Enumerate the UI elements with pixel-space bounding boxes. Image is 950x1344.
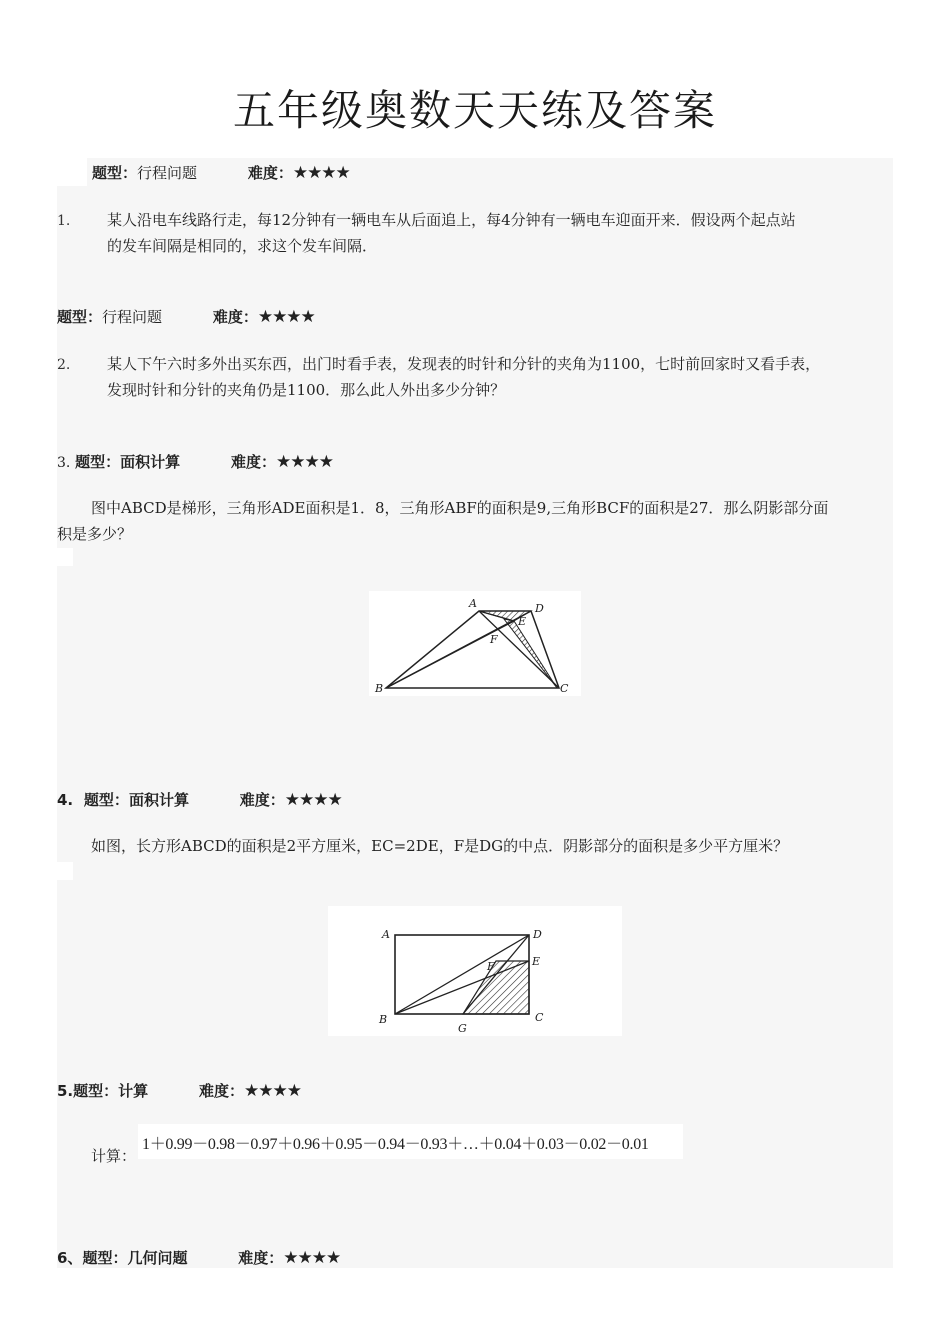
formula-text: 1＋0.99－0.98－0.97＋0.96＋0.95－0.94－0.93＋…＋0.04＋0.03－0.02－0.01 xyxy=(142,1136,649,1153)
label-c: C xyxy=(535,1011,544,1024)
label-b: B xyxy=(375,682,384,695)
shaded-region xyxy=(463,961,529,1014)
trapezoid-outline xyxy=(386,611,559,688)
segment-be xyxy=(386,621,514,688)
label-f: F xyxy=(487,960,495,973)
problem-3-header: 3. 题型：面积计算 难度：★★★★ xyxy=(57,452,333,472)
label-d: D xyxy=(533,928,542,941)
problem-2-stars: ★★★★ xyxy=(257,307,315,327)
problem-1-header: 题型：行程问题 难度：★★★★ xyxy=(92,163,350,183)
problem-2-text: 某人下午六时多外出买东西，出门时看手表，发现表的时针和分针的夹角为1100，七时前回家时又看手表， 发现时针和分针的夹角仍是1100．那么此人外出多少分钟？ xyxy=(107,355,821,399)
problem-5-type: 计算 xyxy=(118,1082,149,1100)
label-g: G xyxy=(458,1022,467,1035)
panel-notch xyxy=(57,862,73,880)
problem-5-text-label: 计算： xyxy=(91,1147,137,1165)
problem-1-text: 某人沿电车线路行走，每12分钟有一辆电车从后面追上，每4分钟有一辆电车迎面开来．假设两个起点站 的发车间隔是相同的，求这个发车间隔． xyxy=(107,211,796,255)
problem-2-number: 2. xyxy=(57,357,71,373)
problem-1-number: 1. xyxy=(57,213,71,229)
label-f: F xyxy=(490,633,498,646)
rectangle-diagram xyxy=(328,906,622,1036)
label-b: B xyxy=(379,1013,388,1026)
problem-2-header: 题型：行程问题 难度：★★★★ xyxy=(57,307,315,327)
problem-4-type: 面积计算 xyxy=(128,791,189,809)
panel-notch xyxy=(57,158,87,186)
label-e: E xyxy=(518,615,527,628)
problem-6-stars: ★★★★ xyxy=(283,1248,341,1268)
problem-3-type: 面积计算 xyxy=(120,453,181,471)
rectangle-figure xyxy=(328,906,622,1036)
problem-2-type: 行程问题 xyxy=(102,308,163,326)
problem-6-type: 几何问题 xyxy=(127,1249,188,1267)
trapezoid-diagram xyxy=(369,591,581,696)
problem-1-stars: ★★★★ xyxy=(292,163,350,183)
label-d: D xyxy=(535,602,544,615)
label-c: C xyxy=(560,682,569,695)
problem-5-header: 5.题型：计算 难度：★★★★ xyxy=(57,1081,301,1101)
document-title: 五年级奥数天天练及答案 xyxy=(232,86,717,135)
label-a: A xyxy=(382,928,390,941)
panel-notch xyxy=(57,548,73,566)
problem-5-stars: ★★★★ xyxy=(243,1081,301,1101)
problem-3-stars: ★★★★ xyxy=(275,452,333,472)
problem-6-header: 6、题型：几何问题 难度：★★★★ xyxy=(57,1248,341,1268)
trapezoid-figure xyxy=(369,591,581,696)
problem-4-header: 4. 题型：面积计算 难度：★★★★ xyxy=(57,790,342,810)
problem-4-stars: ★★★★ xyxy=(284,790,342,810)
problem-3-text: 图中ABCD是梯形，三角形ADE面积是1．8，三角形ABF的面积是9,三角形BCF的面积是27．那么阴影部分面 积是多少？ xyxy=(57,499,829,543)
formula-box xyxy=(138,1124,683,1159)
label-a: A xyxy=(469,597,477,610)
problem-1-type: 行程问题 xyxy=(137,164,198,182)
label-e: E xyxy=(532,955,541,968)
problem-4-text: 如图，长方形ABCD的面积是2平方厘米，EC=2DE，F是DG的中点．阴影部分的面积是多少平方厘米？ xyxy=(91,837,789,855)
